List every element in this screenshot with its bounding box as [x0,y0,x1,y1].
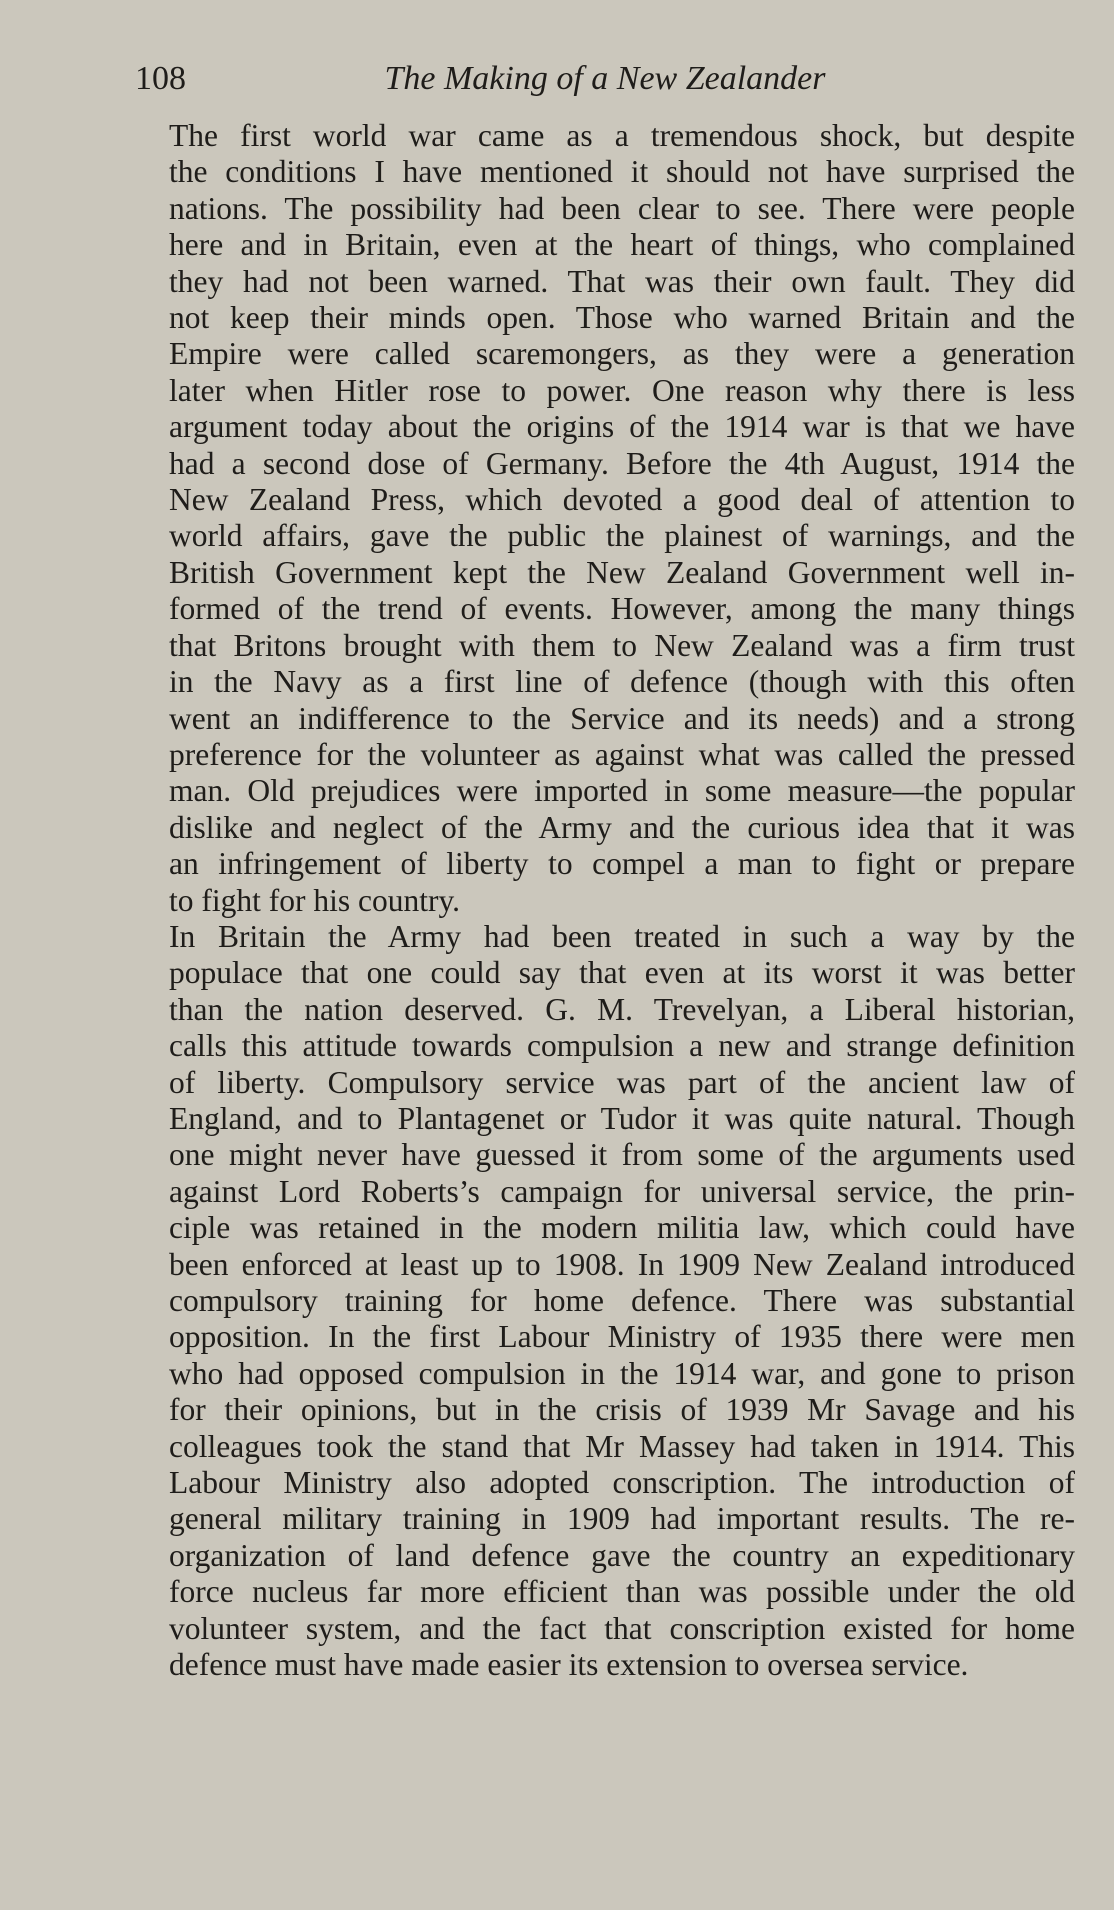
text-line: not keep their minds open. Those who warned Britain and the [169,300,1075,336]
text-line: one might never have guessed it from some of the arguments used [169,1137,1075,1173]
text-line: against Lord Roberts’s campaign for universal service, the prin- [169,1173,1075,1209]
text-line: In Britain the Army had been treated in such a way by the [169,918,1075,954]
book-title: The Making of a New Zealander [384,60,826,97]
text-line: for their opinions, but in the crisis of 1939 Mr Savage and his [169,1392,1075,1428]
text-line: been enforced at least up to 1908. In 1909 New Zealand introduced [169,1246,1075,1282]
text-line: later when Hitler rose to power. One reason why there is less [169,372,1075,408]
text-line: England, and to Plantagenet or Tudor it was quite natural. Though [169,1100,1075,1136]
text-line: British Government kept the New Zealand Government well in- [169,554,1075,590]
text-line: had a second dose of Germany. Before the 4th August, 1914 the [169,445,1075,481]
text-line: volunteer system, and the fact that conscription existed for home [169,1610,1075,1646]
text-line: in the Navy as a first line of defence (though with this often [169,664,1075,700]
text-line: The first world war came as a tremendous shock, but despite [169,118,1075,153]
text-line: to fight for his country. [169,882,461,918]
text-line: Empire were called scaremongers, as they were a generation [169,336,1075,372]
text-line: force nucleus far more efficient than was possible under the old [169,1574,1075,1610]
text-line: nations. The possibility had been clear to see. There were people [169,190,1075,226]
running-head [135,60,1075,110]
text-line: dislike and neglect of the Army and the curious idea that it was [169,809,1075,845]
text-line: preference for the volunteer as against what was called the pressed [169,736,1075,772]
text-line: opposition. In the first Labour Ministry of 1935 there were men [169,1319,1075,1355]
paragraph [135,919,1075,1684]
page-number: 108 [135,60,186,97]
text-line: they had not been warned. That was their own fault. They did [169,263,1075,299]
text-line: went an indifference to the Service and its needs) and a strong [169,700,1075,736]
text-line: an infringement of liberty to compel a man to fight or prepare [169,846,1075,882]
text-line: argument today about the origins of the 1914 war is that we have [169,409,1075,445]
body-text [135,118,1075,1683]
text-line: man. Old prejudices were imported in some measure—the popular [169,773,1075,809]
text-line: defence must have made easier its extension to oversea service. [169,1647,969,1683]
paragraph [135,118,1075,919]
text-line: organization of land defence gave the country an expeditionary [169,1537,1075,1573]
text-line: that Britons brought with them to New Zealand was a firm trust [169,627,1075,663]
text-line: world affairs, gave the public the plainest of warnings, and the [169,518,1075,554]
text-line: formed of the trend of events. However, among the many things [169,591,1075,627]
text-line: New Zealand Press, which devoted a good deal of attention to [169,482,1075,518]
text-line: Labour Ministry also adopted conscription. The introduction of [169,1465,1075,1501]
text-line: who had opposed compulsion in the 1914 war, and gone to prison [169,1355,1075,1391]
text-line: of liberty. Compulsory service was part of the ancient law of [169,1064,1075,1100]
text-line: than the nation deserved. G. M. Trevelyan, a Liberal historian, [169,991,1075,1027]
text-line: general military training in 1909 had important results. The re- [169,1501,1075,1537]
text-line: colleagues took the stand that Mr Massey had taken in 1914. This [169,1428,1075,1464]
text-line: here and in Britain, even at the heart of things, who complained [169,227,1075,263]
text-line: populace that one could say that even at its worst it was better [169,955,1075,991]
text-line: the conditions I have mentioned it should not have surprised the [169,154,1075,190]
text-line: compulsory training for home defence. There was substantial [169,1283,1075,1318]
text-line: calls this attitude towards compulsion a new and strange definition [169,1028,1075,1064]
text-line: ciple was retained in the modern militia law, which could have [169,1210,1075,1246]
